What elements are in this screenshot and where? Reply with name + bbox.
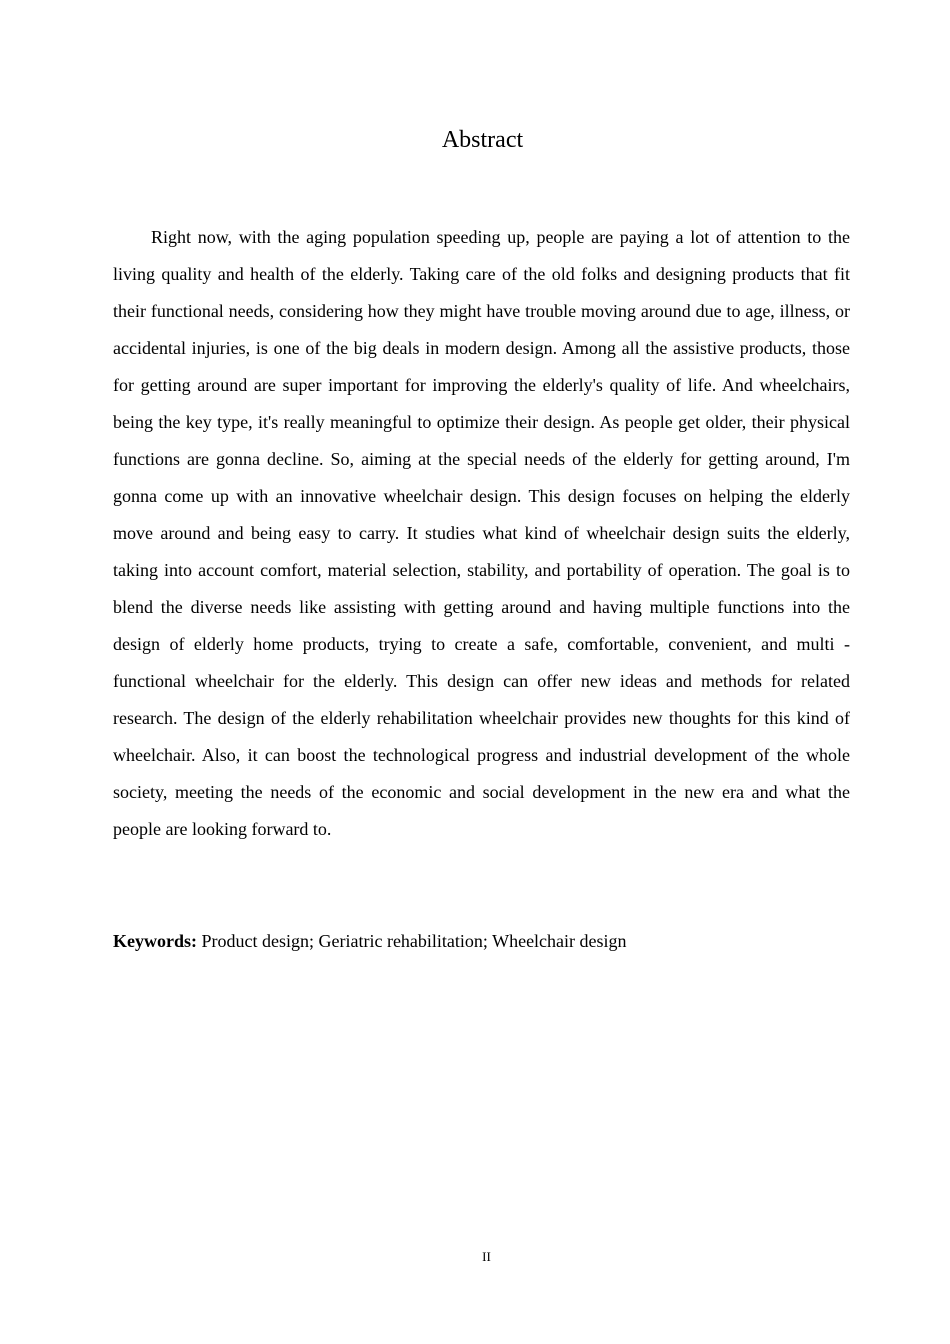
page-number: II: [482, 1249, 491, 1264]
keywords-line: [113, 925, 850, 957]
abstract-paragraph: Right now, with the aging population speeding up, people are paying a lot of attention to the living quality and health of the elderly. Taking care of the old folks and designing products that fit their functional needs, considering how they might have trouble moving around due to age, illness, or accidental injuries, is one of the big deals in modern design. Among all the assistive products, those for getting around are super important for improving the elderly's quality of life. And wheelchairs, being the key type, it's really meaningful to optimize their design. As people get older, their physical functions are gonna decline. So, aiming at the special needs of the elderly for getting around, I'm gonna come up with an innovative wheelchair design. This design focuses on helping the elderly move around and being easy to carry. It studies what kind of wheelchair design suits the elderly, taking into account comfort, material selection, stability, and portability of operation. The goal is to blend the diverse needs like assisting with getting around and having multiple functions into the design of elderly home products, trying to create a safe, comfortable, convenient, and multi - functional wheelchair for the elderly. This design can offer new ideas and methods for related research. The design of the elderly rehabilitation wheelchair provides new thoughts for this kind of wheelchair. Also, it can boost the technological progress and industrial development of the whole society, meeting the needs of the economic and social development in the new era and what the people are looking forward to.: [113, 227, 850, 839]
keywords-label: Keywords:: [113, 931, 197, 951]
page-title: Abstract: [441, 127, 524, 153]
keywords-text: Product design; Geriatric rehabilitation; Wheelchair design: [201, 931, 627, 951]
